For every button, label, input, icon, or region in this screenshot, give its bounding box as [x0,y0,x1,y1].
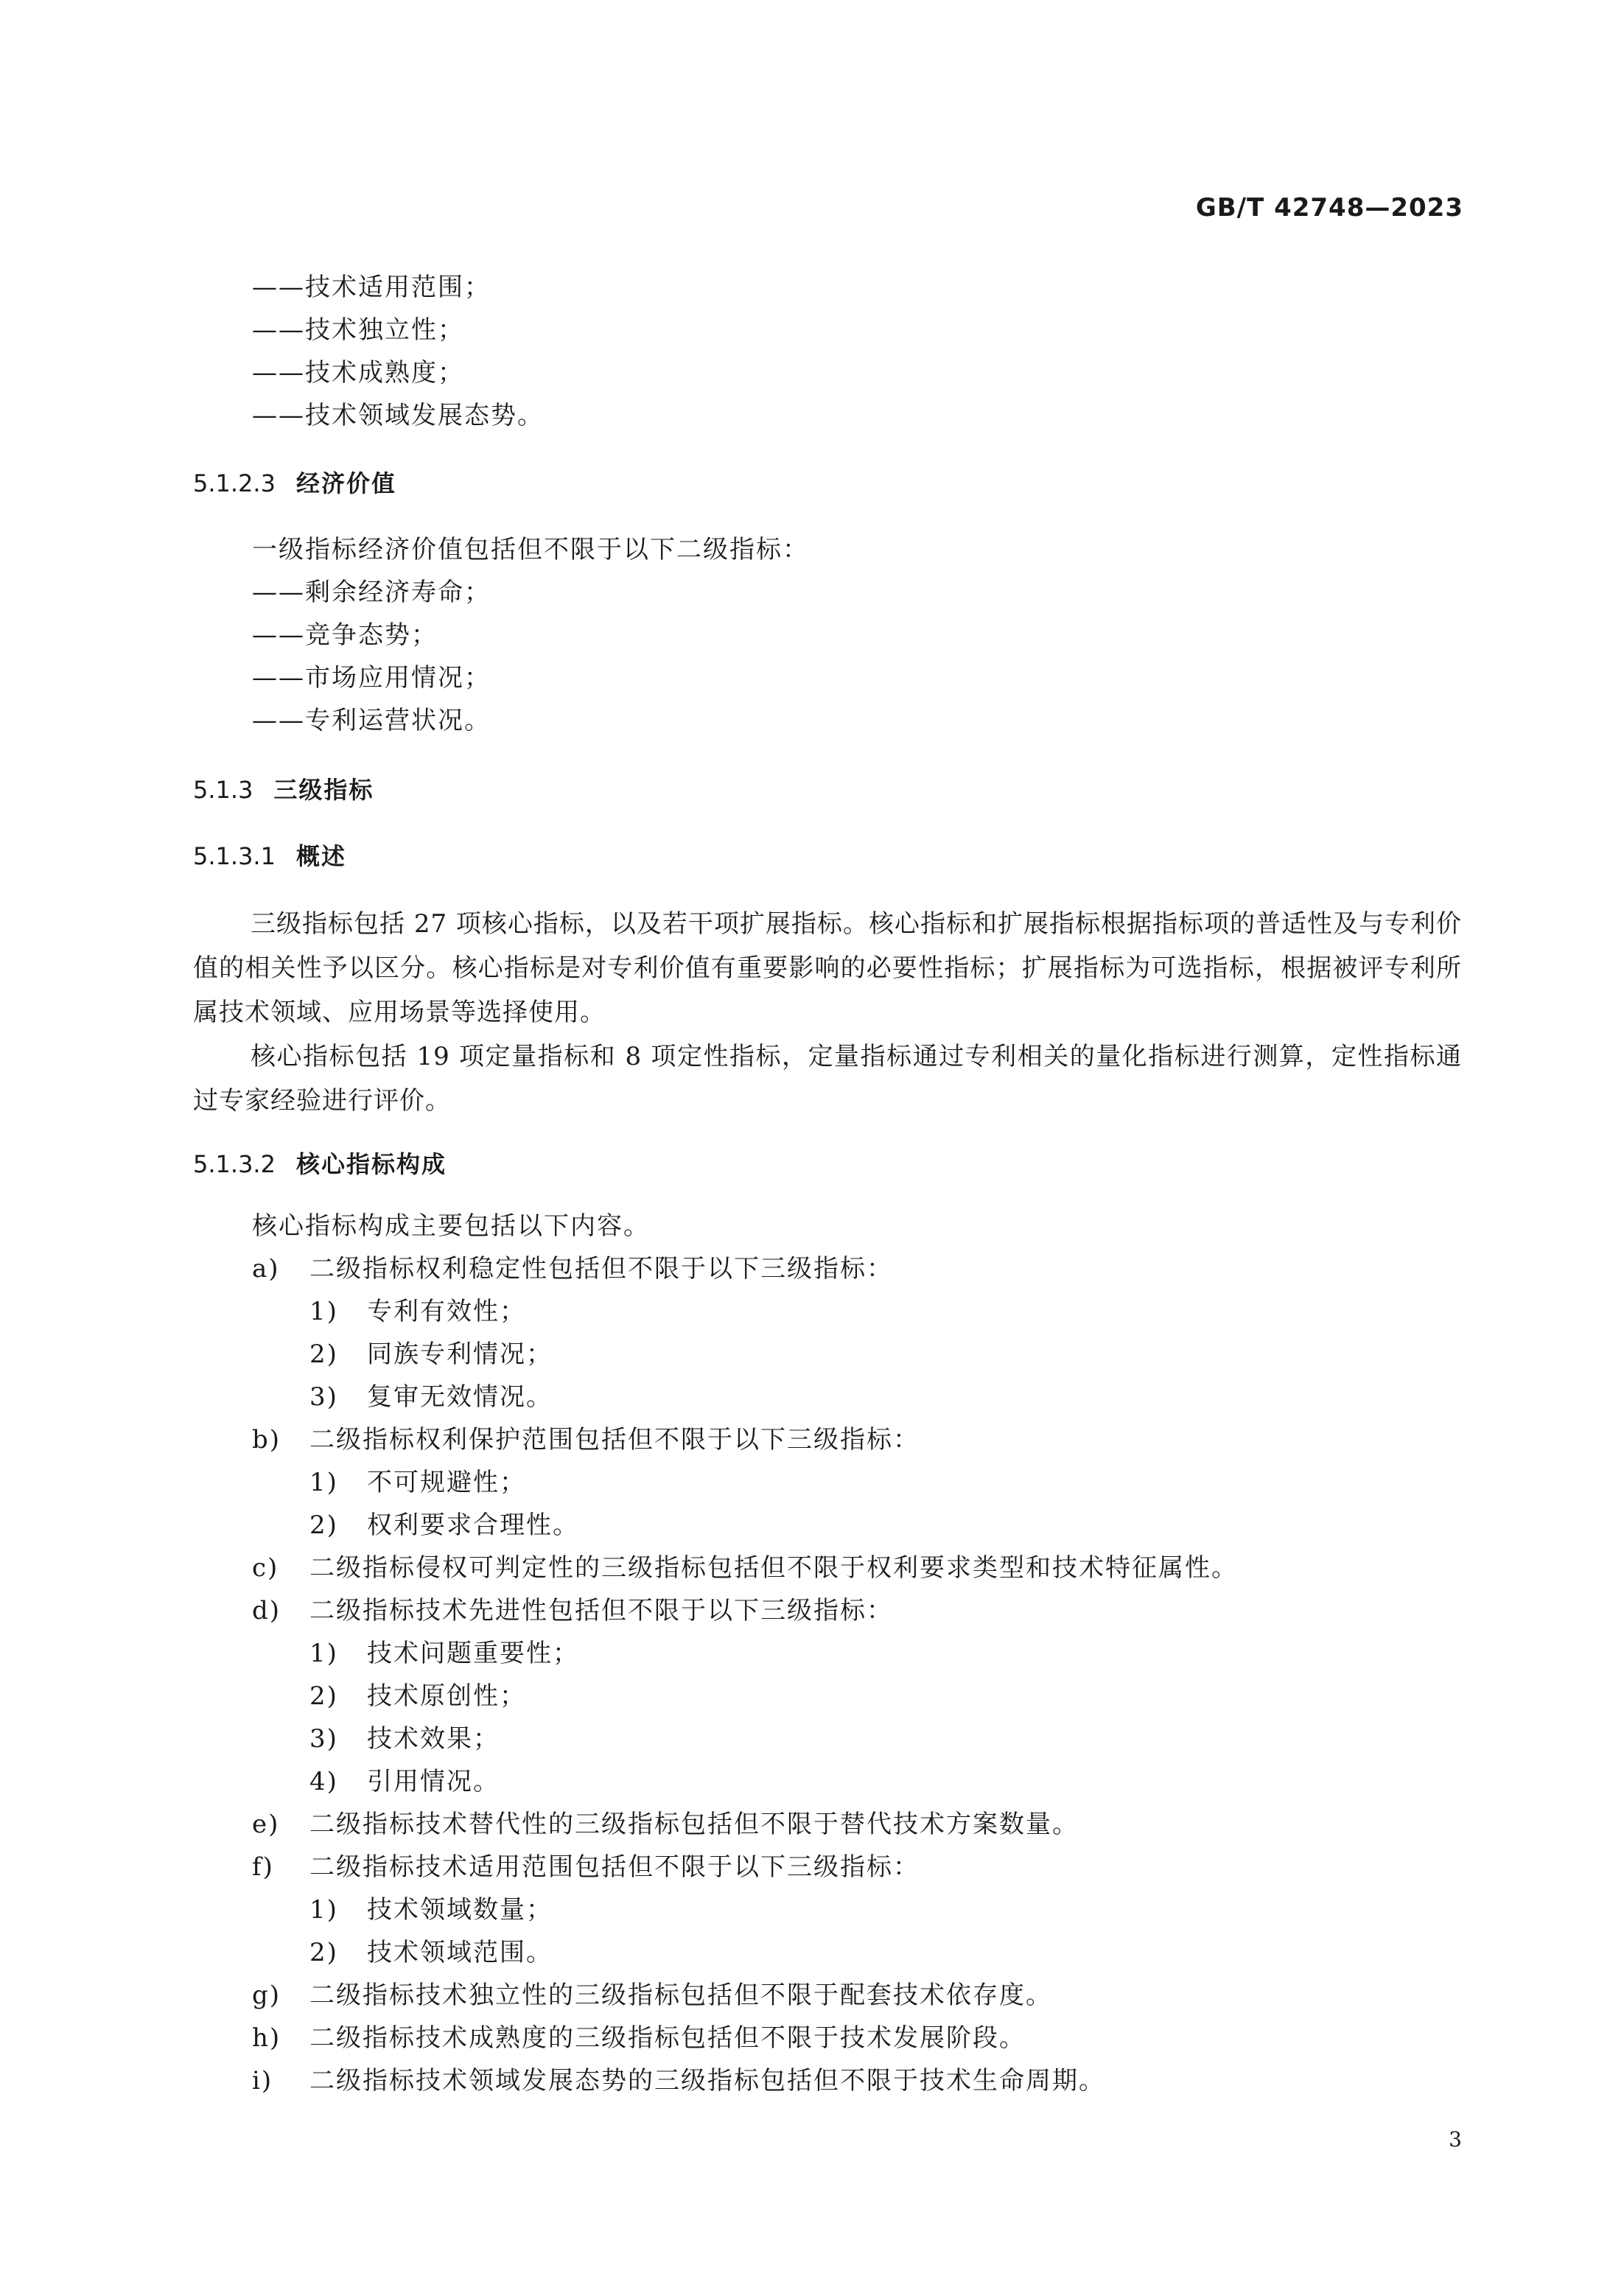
paragraph: 三级指标包括 27 项核心指标，以及若干项扩展指标。核心指标和扩展指标根据指标项的普适性及与专利价值的相关性予以区分。核心指标是对专利价值有重要影响的必要性指标；扩展指标为可选指标，根据被评专利所属技术领域、应用场景等选择使用。 [193,909,1462,1027]
dash-item: ——技术领域发展态势。 [252,401,544,430]
list-text: 复审无效情况。 [367,1382,553,1412]
dash-item: ——技术独立性； [252,315,464,345]
list-label: c) [252,1553,279,1583]
section-heading-5-1-3-1 [193,841,346,871]
list-label: a) [252,1254,280,1284]
list-label: 1) [309,1468,338,1497]
list-item [252,1425,920,1454]
list-label: i) [252,2066,273,2096]
list-item [252,2066,1105,2096]
section-heading-5-1-3 [193,775,374,805]
list-text: 二级指标权利稳定性包括但不限于以下三级指标： [309,1254,893,1284]
list-label: 2) [309,1681,338,1711]
list-text: 技术领域范围。 [367,1938,553,1967]
section-number: 5.1.3 [193,776,253,804]
dash-item: ——专利运营状况。 [252,706,491,735]
list-text: 不可规避性； [367,1468,526,1497]
list-text: 二级指标技术领域发展态势的三级指标包括但不限于技术生命周期。 [309,2066,1105,2096]
page-number: 3 [1449,2127,1462,2152]
sub-list-item [309,1767,500,1796]
standard-number: GB/T 42748—2023 [1195,193,1463,223]
list-label: e) [252,1810,280,1839]
sub-list-item [309,1938,553,1967]
list-item [252,2023,1026,2053]
list-item [252,1852,920,1882]
sub-list-item [309,1895,553,1925]
sub-list-item [309,1297,526,1326]
section-number: 5.1.3.1 [193,842,276,870]
list-text: 二级指标技术替代性的三级指标包括但不限于替代技术方案数量。 [309,1810,1079,1839]
list-label: f) [252,1852,274,1882]
section-title: 核心指标构成 [295,1150,447,1178]
section-intro: 一级指标经济价值包括但不限于以下二级指标： [252,535,809,564]
list-text: 专利有效性； [367,1297,526,1326]
sub-list-item [309,1681,526,1711]
sub-list-item [309,1639,579,1668]
list-text: 技术问题重要性； [367,1639,579,1668]
section-title: 经济价值 [295,469,396,497]
section-title: 三级指标 [273,776,374,804]
list-text: 权利要求合理性。 [367,1510,579,1540]
list-label: 2) [309,1340,338,1369]
dash-item: ——市场应用情况； [252,663,491,693]
list-text: 二级指标技术独立性的三级指标包括但不限于配套技术依存度。 [309,1981,1052,2010]
list-label: 2) [309,1938,338,1967]
list-text: 引用情况。 [367,1767,500,1796]
paragraph: 核心指标包括 19 项定量指标和 8 项定性指标，定量指标通过专利相关的量化指标进行测算，定性指标通过专家经验进行评价。 [193,1042,1462,1116]
list-label: 3) [309,1724,338,1754]
list-text: 二级指标技术成熟度的三级指标包括但不限于技术发展阶段。 [309,2023,1026,2053]
list-label: d) [252,1596,281,1625]
list-label: 3) [309,1382,338,1412]
list-text: 技术效果； [367,1724,500,1754]
sub-list-item [309,1382,553,1412]
sub-list-item [309,1468,526,1497]
section-number: 5.1.3.2 [193,1150,276,1178]
list-text: 二级指标权利保护范围包括但不限于以下三级指标： [309,1425,920,1454]
list-text: 同族专利情况； [367,1340,553,1369]
list-label: 4) [309,1767,338,1796]
list-label: 1) [309,1895,338,1925]
list-item [252,1810,1079,1839]
section-number: 5.1.2.3 [193,469,276,497]
list-label: g) [252,1981,281,2010]
list-text: 二级指标侵权可判定性的三级指标包括但不限于权利要求类型和技术特征属性。 [309,1553,1238,1583]
sub-list-item [309,1510,579,1540]
list-label: b) [252,1425,281,1454]
dash-item: ——竞争态势； [252,620,438,650]
sub-list-item [309,1340,553,1369]
section-heading-5-1-3-2 [193,1149,447,1179]
dash-item: ——技术成熟度； [252,358,464,388]
dash-item: ——剩余经济寿命； [252,578,491,607]
section-title: 概述 [295,842,346,870]
list-text: 技术原创性； [367,1681,526,1711]
list-text: 技术领域数量； [367,1895,553,1925]
dash-item: ——技术适用范围； [252,273,491,302]
sub-list-item [309,1724,500,1754]
list-item [252,1254,893,1284]
list-item [252,1553,1238,1583]
list-text: 二级指标技术适用范围包括但不限于以下三级指标： [309,1852,920,1882]
list-item [252,1981,1052,2010]
list-item [252,1596,893,1625]
list-label: 1) [309,1639,338,1668]
section-intro: 核心指标构成主要包括以下内容。 [252,1211,650,1241]
list-text: 二级指标技术先进性包括但不限于以下三级指标： [309,1596,893,1625]
list-label: 1) [309,1297,338,1326]
section-heading-5-1-2-3 [193,469,396,498]
list-label: 2) [309,1510,338,1540]
list-label: h) [252,2023,281,2053]
